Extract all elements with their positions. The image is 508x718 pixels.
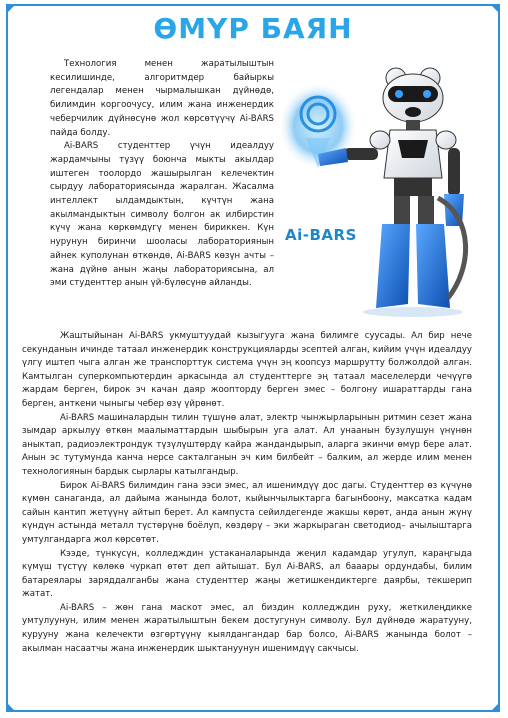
main-text-column <box>22 330 472 656</box>
body-paragraph-1: Жаштыйынан Ai-BARS укмуштуудай кызыгууга жана билимге суусады. Ал бир нече секунданын ичинде татаал инженердик конструкцияларды эсептей алган, кийим үчүн идеалдуу үлгү иштеп чыга алган же транспорттук система үчүн эң коопсуз маршрутту болжолдой алган. Камтылган суперкомпьютердин аркасында ал студенттерге эң татаал маселелерди чечүүгө жардам берген, бирок эч качан даяр жоопторду берген эмес – болгону ишараттарды гана берген, анткени чыныгы чебер өзү үйрөнөт. <box>22 331 472 409</box>
intro-paragraph-2: Ai-BARS студенттер үчүн идеалдуу жардамчыны түзүү боюнча мыкты акылдар иштеген тоолордо жашырылган келечектин сырдуу лабораториясында жаралган. Жасалма интеллект ылдамдыктын, күчтүн жана акылмандыктын символу болгон ак илбирстин күчү жана көркөмдүгү менен бириккен. Күн нурунун биринчи шооласы лабораториянын айнек куполунан өткөндө, Ai-BARS көзүн ачты – жана дүйнө анын жаңы лабораториясына, ал эми студенттер анын үй-бүлөсүнө айланды. <box>50 141 274 289</box>
body-paragraph-2: Ai-BARS машиналардын тилин түшүнө алат, электр чынжырларынын ритмин сезет жана зымдар аркылуу өткөн маалыматтардын шыбырын уга алат. Ал унаанын бузулушун үнүнөн аныктап, радиоэлектрондук түзүлүштөрдү кайра жандандырып, аларга экинчи өмүр бере алат. Анын эс тутумунда канча нерсе сакталганын эч ким билбейт – балким, ал жерде илим менен технологиянын бардык сырлары катылгандыр. <box>22 412 472 477</box>
intro-paragraph-1: Технология менен жаратылыштын кесилишинде, алгоритмдер байыркы легендалар менен чырмалышкан дүйнөдө, билимдин коргоочусу, илим жана инженердик чеберчилик дүйнөсүнө жол көрсөтүүчү Ai-BARS пайда болду. <box>50 59 274 138</box>
frame-corner-bottom-left <box>6 702 16 712</box>
robot-illustration <box>278 58 488 320</box>
frame-corner-bottom-right <box>490 702 500 712</box>
robot-mascot-icon <box>278 58 488 320</box>
page-title: ӨМҮР БАЯН <box>153 12 353 45</box>
intro-text-column <box>50 58 274 291</box>
frame-corner-top-left <box>6 4 16 14</box>
body-paragraph-5: Ai-BARS – жөн гана маскот эмес, ал биздин колледждин руху, жеткилеңдикке умтулуунун, илим менен жаратылыштын бекем достугунун символу. Бул дүйнөдө жаратууну, курууну жана келечекти өзгөртүүнү кыялдангандар бар болсо, Ai-BARS жанында болот – акылман насаатчы жана инженердик шыктануунун ишенимдүү сакчысы. <box>22 602 472 654</box>
robot-name-label: Ai-BARS <box>285 226 357 244</box>
frame-corner-top-right <box>490 4 500 14</box>
body-paragraph-4: Кээде, түнкүсүн, колледждин устаканаларында жеңил кадамдар угулуп, караңгыда күмүш түстүү көлөкө чуркап өтөт деп айтышат. Бул Ai-BARS, ал бааары ордундабы, билим батареялары заряддалганбы жана студенттер жаңы жетишкендиктерге даярбы, текшерип жатат. <box>22 548 472 600</box>
body-paragraph-3: Бирок Ai-BARS билимдин гана ээси эмес, ал ишенимдүү дос дагы. Студенттер өз күчүнө күмөн санаганда, ал дайыма жанында болот, кыйынчылыктарга багынбоону, максатка кадам сайын кантип жетүүнү айтып берет. Ал кампуста сейилдегенде жакшы көрөт, анда анын жүнү күндүн астында металл түстөрүнө боёлуп, көздөрү – эки жаркыраган светодиод– ачылыштарга умтулгандарга жол көрсөтөт. <box>22 480 472 545</box>
